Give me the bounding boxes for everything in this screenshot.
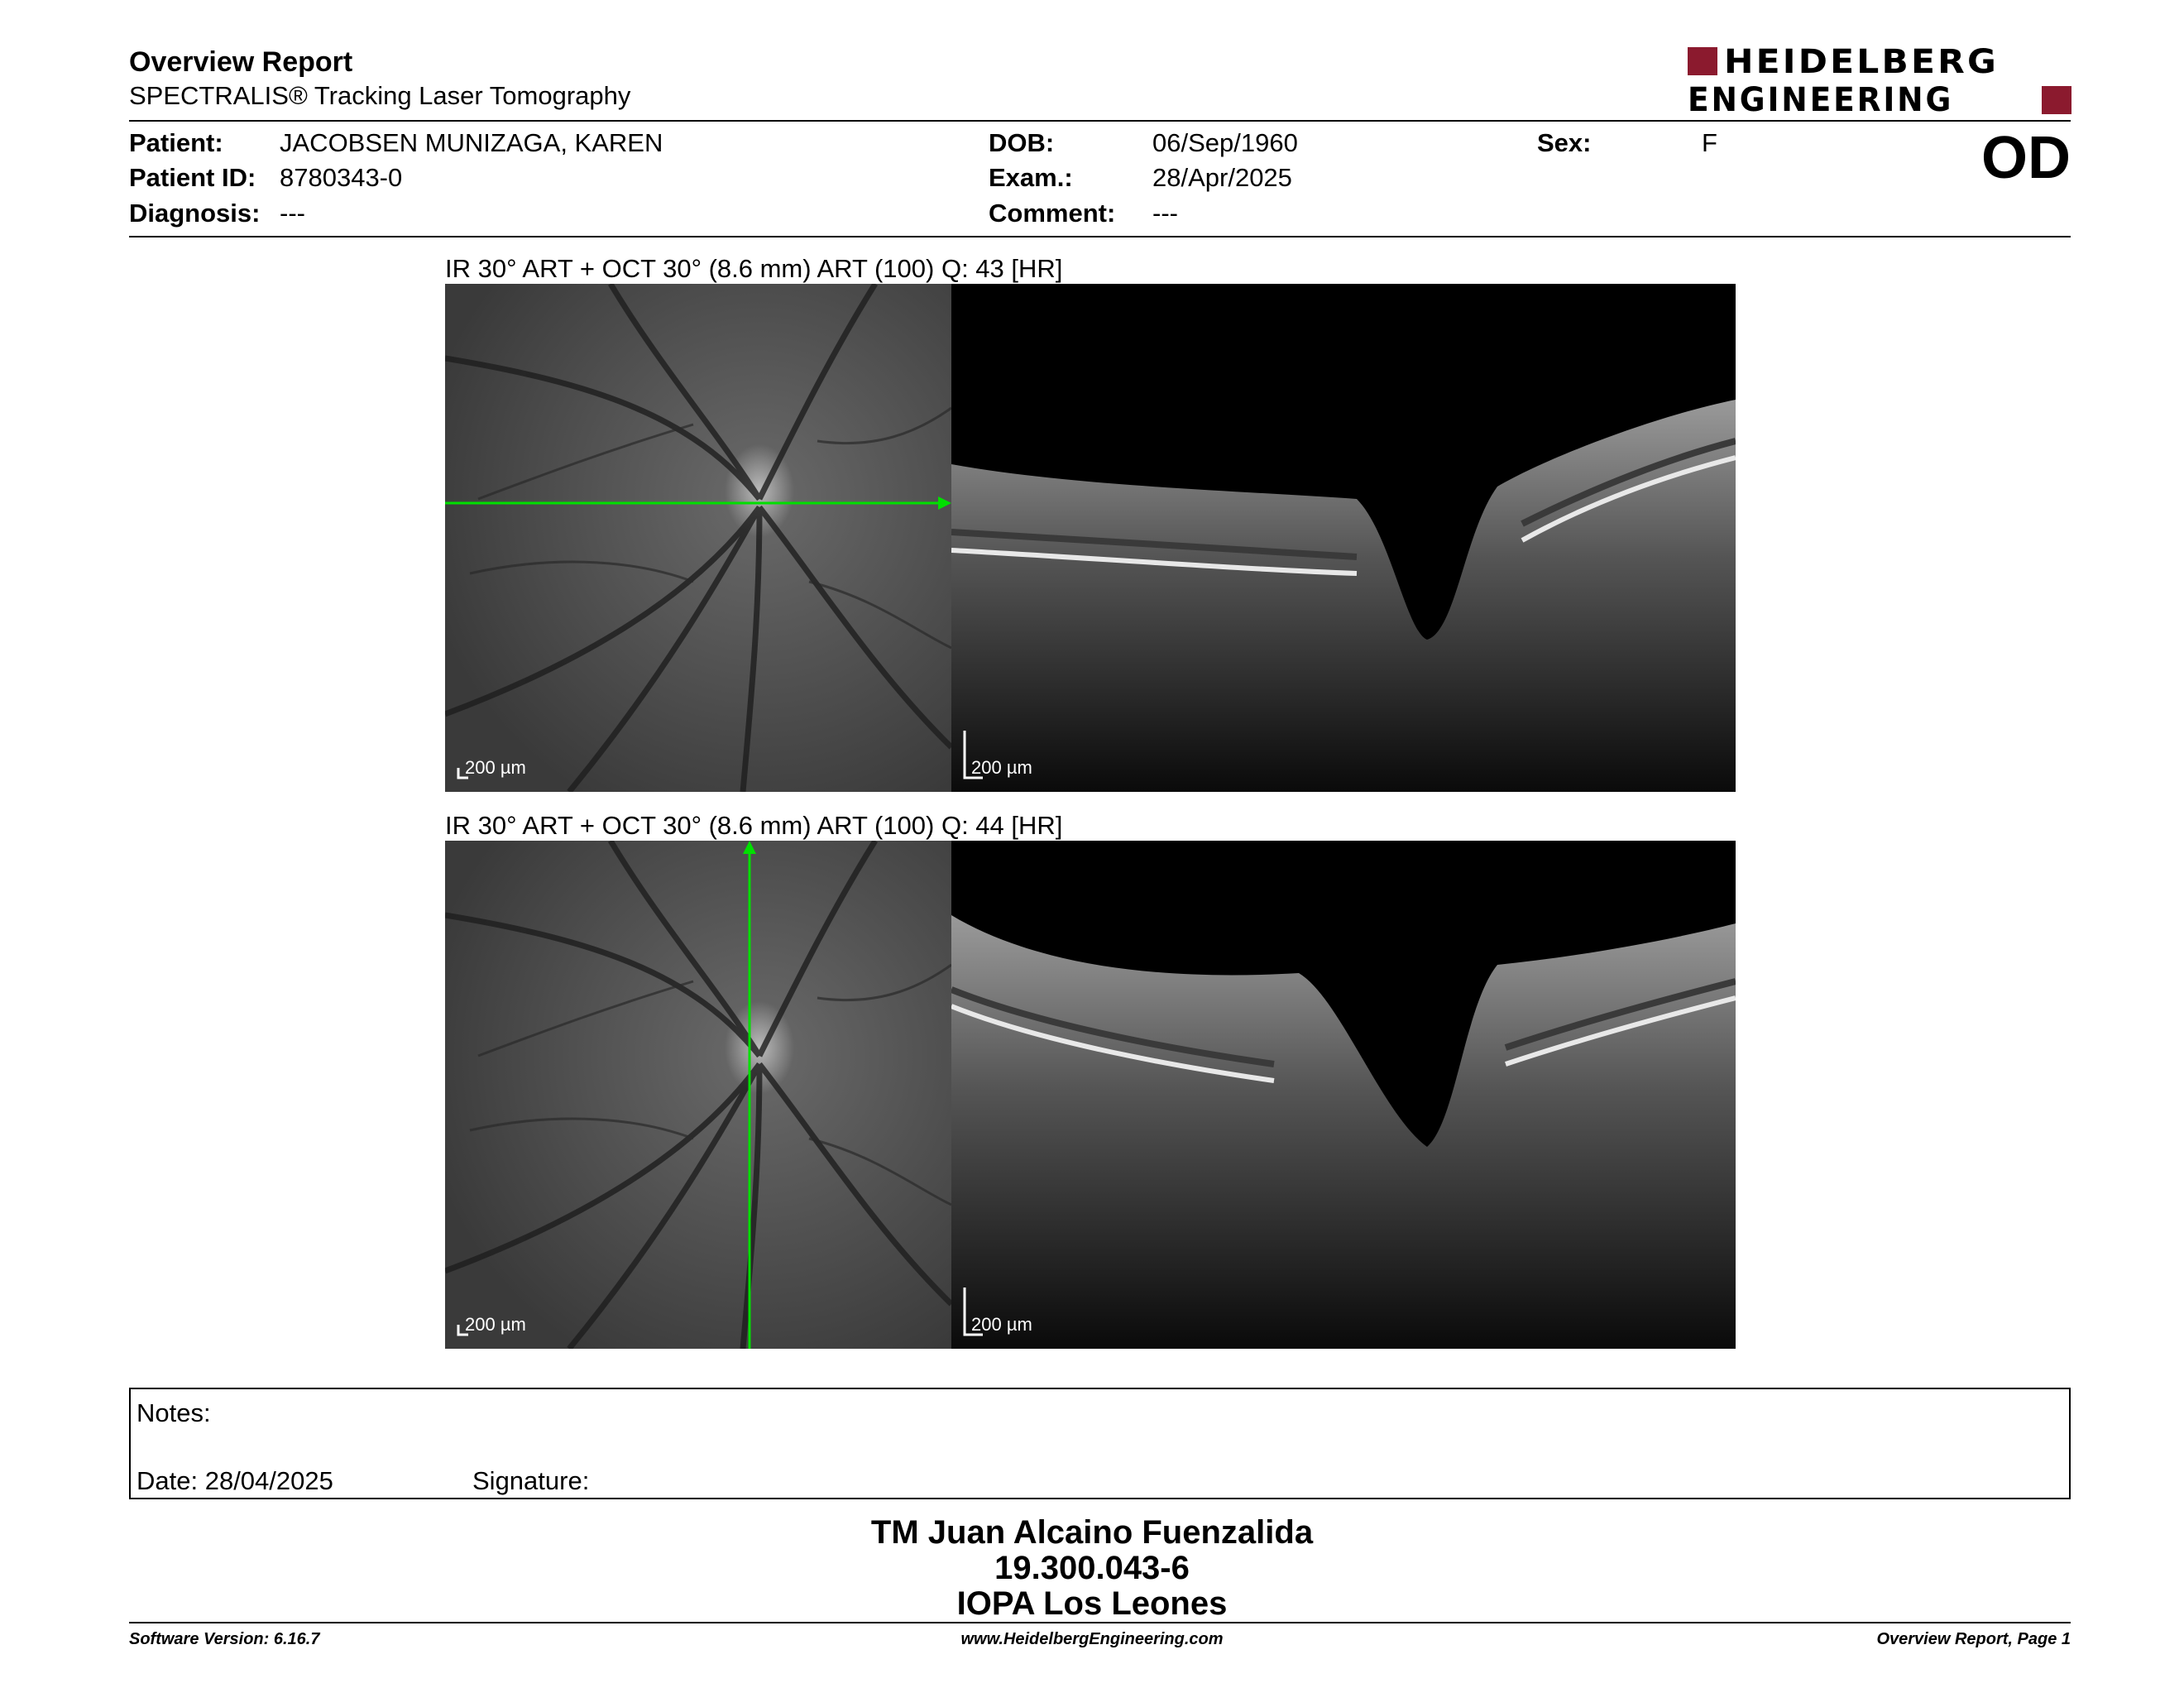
info-divider: [129, 236, 2071, 237]
arrow-right-icon: [938, 496, 951, 510]
oct-scale-label: 200 µm: [971, 1314, 1032, 1335]
ir-scale-label: 200 µm: [465, 757, 526, 778]
eye-indicator: OD: [1981, 125, 2071, 191]
header-divider: [129, 120, 2071, 122]
notes-label: Notes:: [136, 1398, 211, 1427]
notes-date: Date: 28/04/2025: [136, 1466, 333, 1495]
signer-institution: IOPA Los Leones: [956, 1585, 1228, 1622]
sex-label: Sex:: [1537, 128, 1592, 157]
oct-layers: [951, 284, 1736, 792]
patient-id: 8780343-0: [280, 163, 403, 192]
dob-value: 06/Sep/1960: [1152, 128, 1298, 157]
ir-fundus-image: [445, 841, 951, 1349]
ir-scale-label: 200 µm: [465, 1314, 526, 1335]
diagnosis-value: ---: [280, 199, 305, 228]
signer-id: 19.300.043-6: [994, 1550, 1190, 1586]
signature-label: Signature:: [472, 1466, 590, 1495]
oct-scale-label: 200 µm: [971, 757, 1032, 778]
logo-square-icon: [1688, 47, 1717, 75]
notes-box[interactable]: [129, 1388, 2071, 1499]
scan-title: IR 30° ART + OCT 30° (8.6 mm) ART (100) Q: 44 [HR]: [445, 811, 1063, 840]
sex-value: F: [1702, 128, 1717, 157]
oct-layers: [951, 841, 1736, 1349]
exam-value: 28/Apr/2025: [1152, 163, 1292, 192]
comment-value: ---: [1152, 199, 1178, 228]
exam-label: Exam.:: [989, 163, 1073, 192]
retinal-vessels: [445, 841, 951, 1349]
scan-title: IR 30° ART + OCT 30° (8.6 mm) ART (100) Q: 43 [HR]: [445, 254, 1063, 283]
patient-label: Patient:: [129, 128, 223, 157]
report-subtitle: SPECTRALIS® Tracking Laser Tomography: [129, 81, 631, 110]
signer-name: TM Juan Alcaino Fuenzalida: [870, 1514, 1314, 1551]
logo-word-top: HEIDELBERG: [1724, 43, 1999, 81]
oct-bscan-image: [951, 284, 1736, 792]
website-link[interactable]: www.HeidelbergEngineering.com: [960, 1630, 1224, 1648]
patient-id-label: Patient ID:: [129, 163, 256, 192]
oct-bscan-image: [951, 841, 1736, 1349]
diagnosis-label: Diagnosis:: [129, 199, 261, 228]
software-version: Software Version: 6.16.7: [129, 1630, 320, 1648]
patient-name: JACOBSEN MUNIZAGA, KAREN: [280, 128, 663, 157]
logo-word-bottom: ENGINEERING: [1688, 81, 1954, 119]
comment-label: Comment:: [989, 199, 1116, 228]
ir-fundus-image: [445, 284, 951, 792]
page-label: Overview Report, Page 1: [1876, 1630, 2071, 1648]
heidelberg-logo: [1688, 43, 2071, 119]
retinal-vessels: [445, 284, 951, 792]
logo-square-icon: [2042, 86, 2071, 114]
dob-label: DOB:: [989, 128, 1055, 157]
report-title: Overview Report: [129, 46, 353, 78]
footer-divider: [129, 1622, 2071, 1623]
arrow-up-icon: [743, 841, 756, 854]
